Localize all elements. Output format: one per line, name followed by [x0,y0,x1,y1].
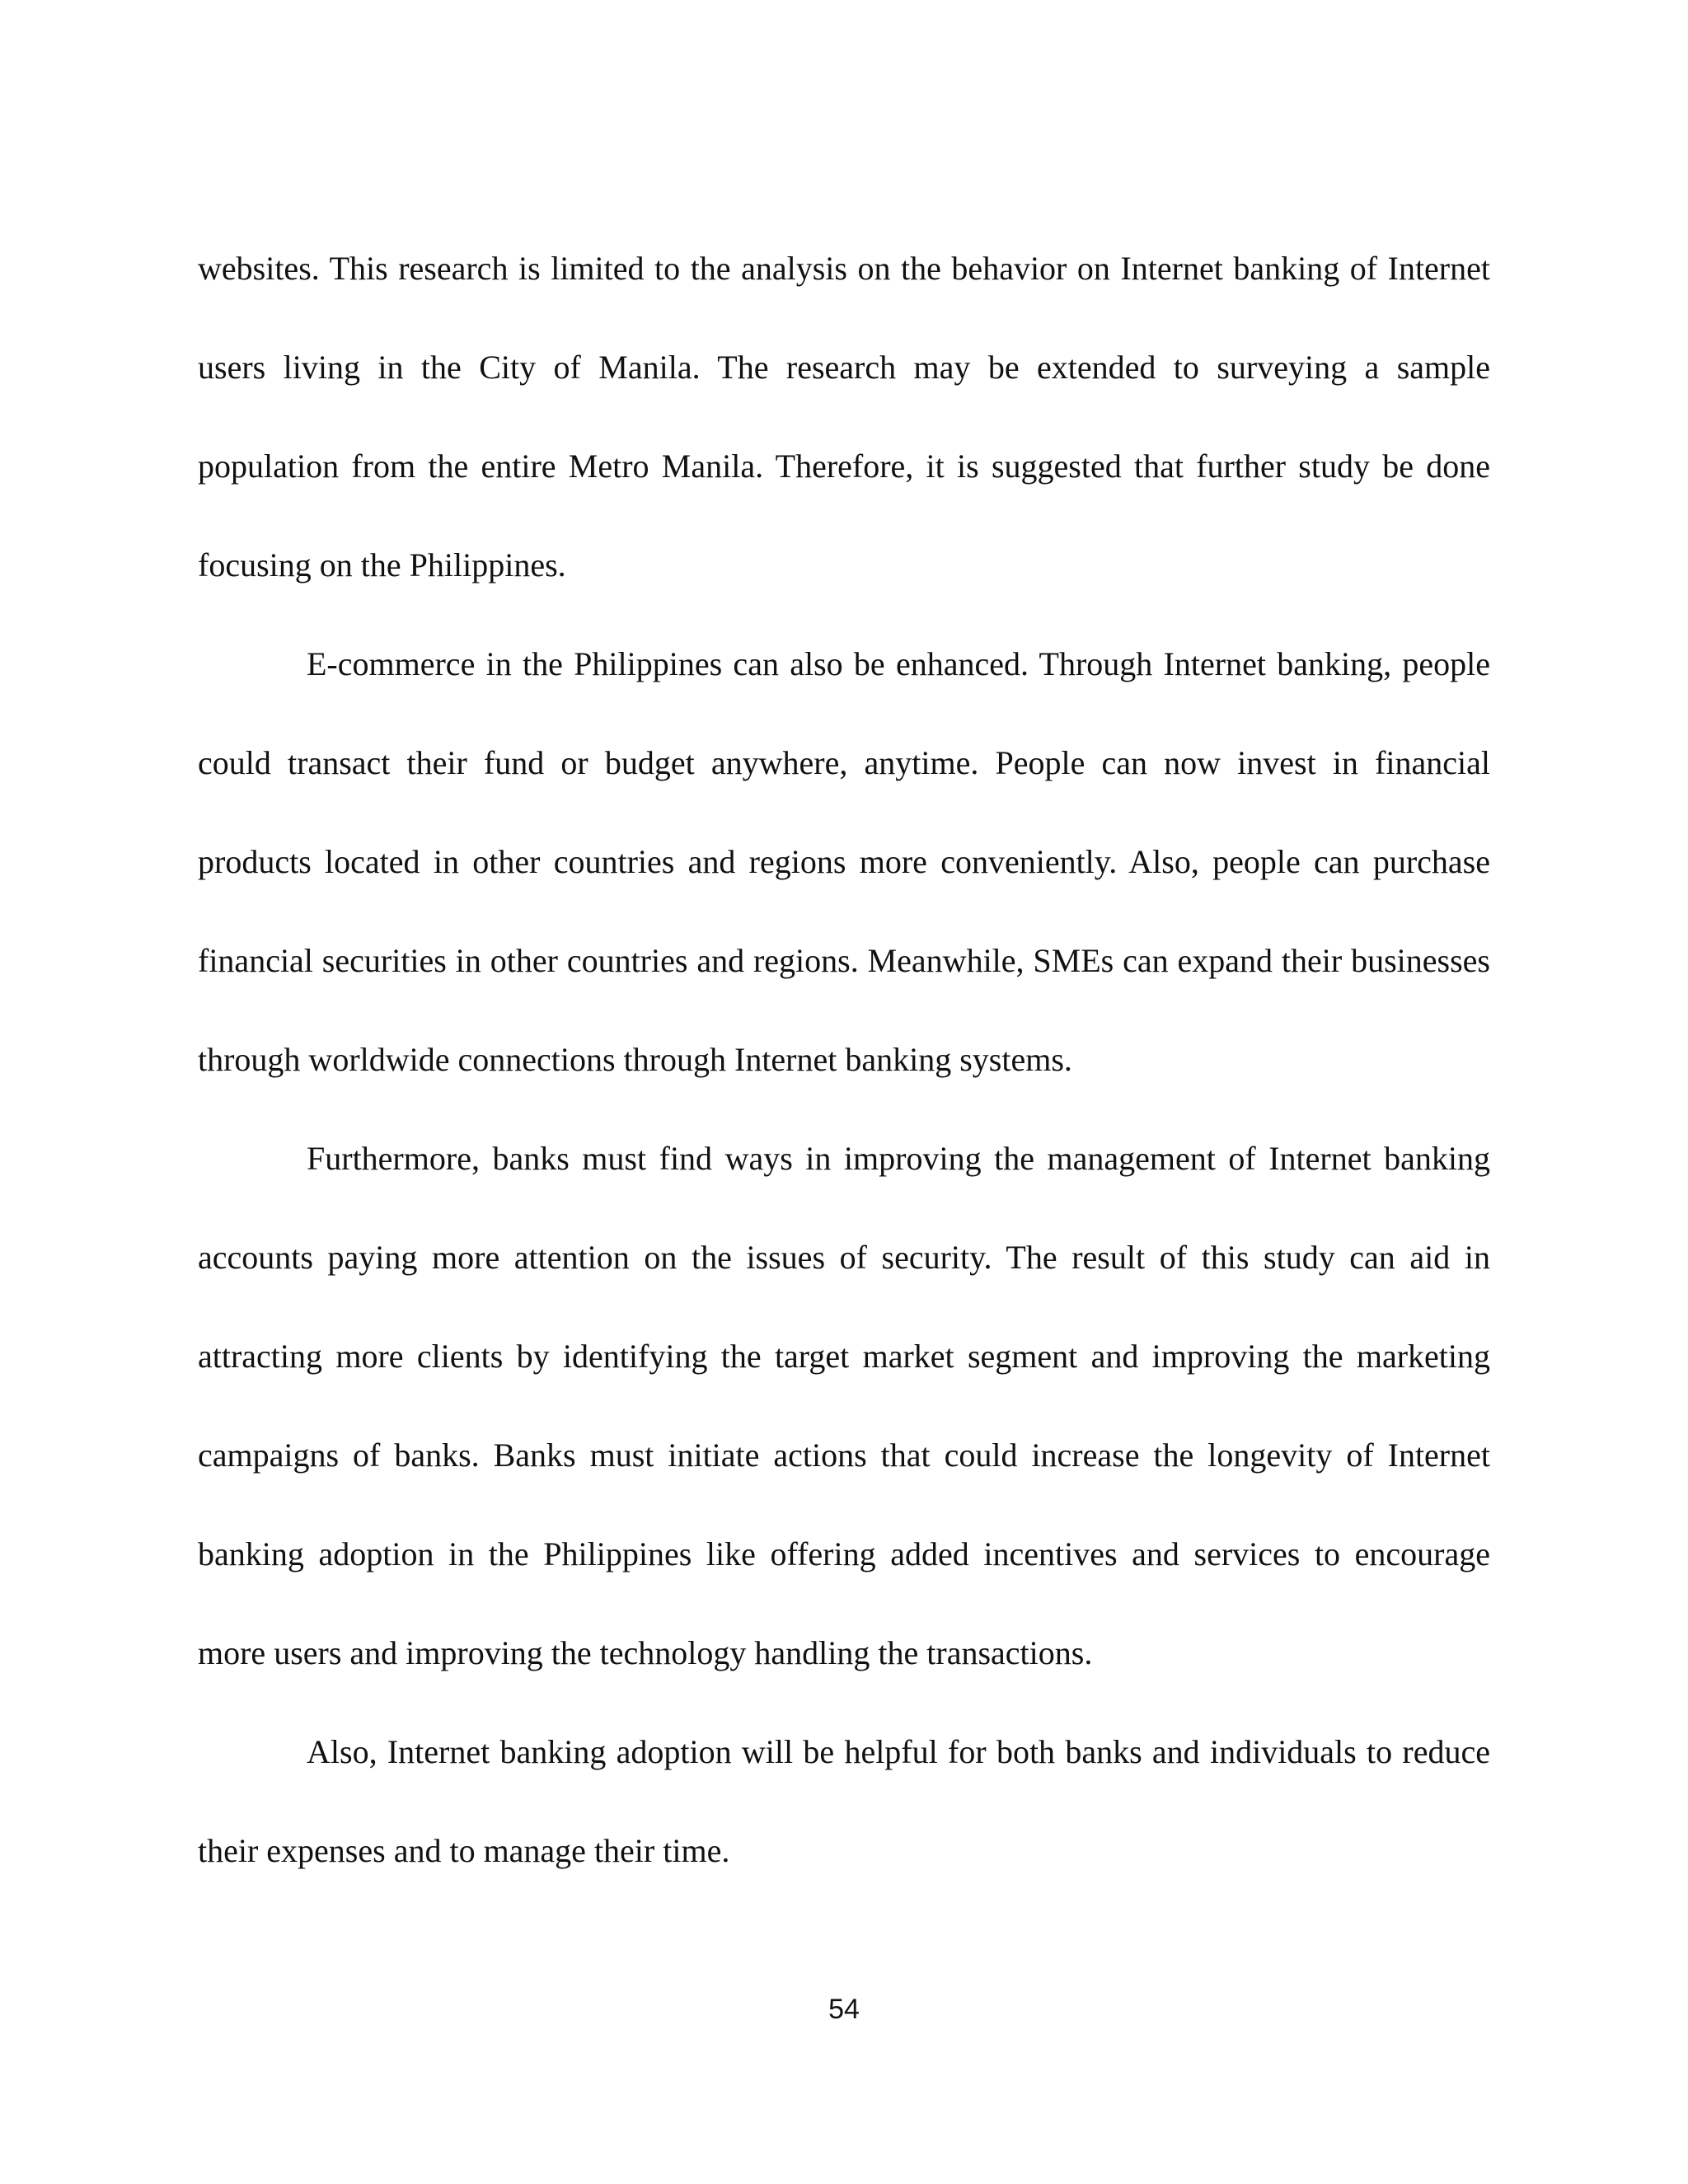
paragraph-3: Furthermore, banks must find ways in improving the management of Internet banking accounts paying more attention on the issues of security. The result of this study can aid in attracting more clients by identifying the target market segment and improving the marketing campaigns of banks. Banks must initiate actions that could increase the longevity of Internet banking adoption in the Philippines like offering added incentives and services to encourage more users and improving the technology handling the transactions. [198,1140,1490,1671]
paragraph-4: Also, Internet banking adoption will be helpful for both banks and individuals to reduce their expenses and to manage their time. [198,1733,1490,1869]
page-number: 54 [828,1994,860,2025]
body-text [198,219,1490,1900]
paragraph-2: E-commerce in the Philippines can also be enhanced. Through Internet banking, people could transact their fund or budget anywhere, anytime. People can now invest in financial products located in other countries and regions more conveniently. Also, people can purchase financial securities in other countries and regions. Meanwhile, SMEs can expand their businesses through worldwide connections through Internet banking systems. [198,645,1490,1078]
paragraph-1: websites. This research is limited to the analysis on the behavior on Internet banking of Internet users living in the City of Manila. The research may be extended to surveying a sample population from the entire Metro Manila. Therefore, it is suggested that further study be done focusing on the Philippines. [198,250,1490,583]
